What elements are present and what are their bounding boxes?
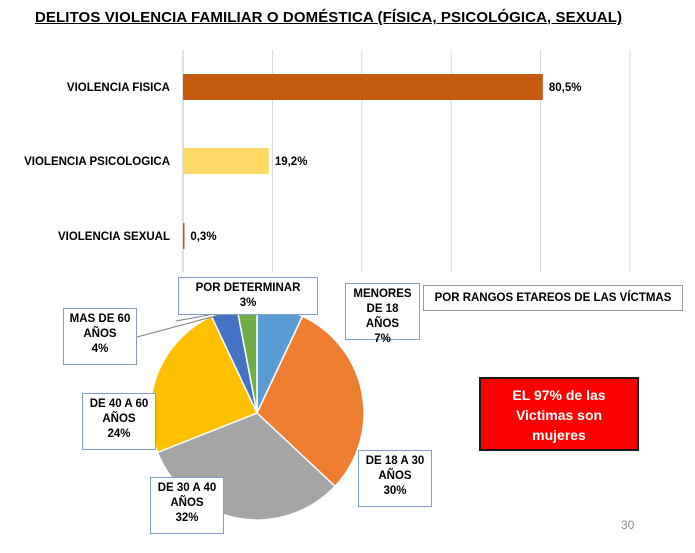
slice-label-value: 4% [91, 343, 109, 355]
slice-label-line: DE 18 A 30 [365, 455, 425, 467]
slice-label-line: MAS DE 60 [69, 313, 131, 325]
bar-value-label: 80,5% [548, 82, 582, 94]
pie-chart-title: POR RANGOS ETAREOS DE LAS VÍCTMAS [423, 285, 683, 311]
slice-label-mas60 [63, 308, 137, 365]
slice-label-18-30 [358, 450, 432, 507]
slice-label-value: 3% [239, 297, 257, 309]
slice-label-line: DE 40 A 60 [89, 398, 149, 410]
bar-chart [24, 50, 630, 272]
slice-label-line: MENORES [353, 288, 412, 300]
bar-category-label: VIOLENCIA PSICOLOGICA [24, 156, 170, 168]
callout-line: EL 97% de las [512, 387, 606, 403]
bar-value-label: 0,3% [190, 231, 217, 243]
callout-line: mujeres [532, 427, 586, 443]
slice-label-30-40 [150, 477, 224, 534]
bar-3 [183, 223, 185, 249]
slice-label-menores [345, 283, 420, 345]
slice-label-value: 30% [383, 485, 407, 497]
slice-label-40-60 [82, 393, 156, 450]
slice-label-line: AÑOS [378, 470, 412, 482]
slice-label-line: AÑOS [170, 497, 204, 509]
victims-callout [479, 377, 639, 451]
callout-line: Victimas son [515, 407, 603, 423]
bar-1 [183, 74, 543, 100]
bar-category-label: VIOLENCIA FISICA [66, 82, 170, 94]
slice-label-value: 32% [175, 512, 199, 524]
slice-label-line: POR DETERMINAR [195, 282, 301, 294]
slice-label-value: 7% [374, 333, 391, 345]
slice-label-value: 24% [107, 428, 131, 440]
bar-2 [183, 148, 269, 174]
slice-label-line: DE 30 A 40 [157, 482, 217, 494]
slice-label-line: DE 18 AÑOS [365, 303, 400, 330]
page-title: DELITOS VIOLENCIA FAMILIAR O DOMÉSTICA (FÍSICA, PSICOLÓGICA, SEXUAL) [35, 9, 623, 26]
bar-value-label: 19,2% [274, 156, 308, 168]
slice-label-line: AÑOS [102, 413, 136, 425]
slice-label-line: AÑOS [83, 328, 117, 340]
page-number: 30 [621, 518, 635, 532]
slice-label-determinar [178, 277, 318, 315]
bar-category-label: VIOLENCIA SEXUAL [57, 231, 170, 243]
